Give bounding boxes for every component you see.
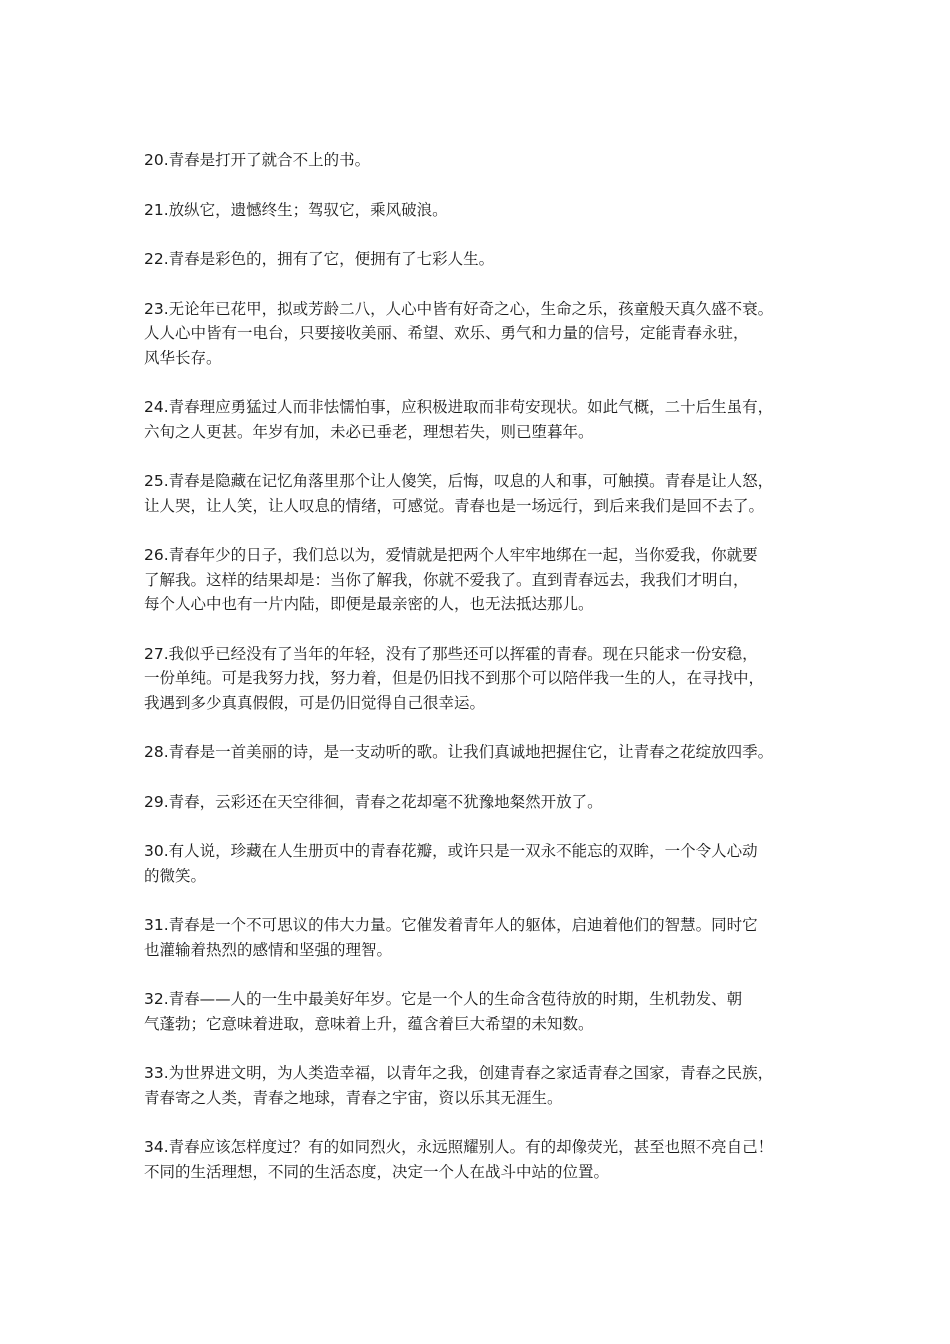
paragraph-line: 30.有人说，珍藏在人生册页中的青春花瓣，或许只是一双永不能忘的双眸，一个令人心动	[144, 842, 758, 860]
paragraph	[144, 740, 824, 765]
paragraph-line: 26.青春年少的日子，我们总以为，爱情就是把两个人牢牢地绑在一起，当你爱我，你就要	[144, 546, 758, 564]
paragraph-line: 不同的生活理想，不同的生活态度，决定一个人在战斗中站的位置。	[144, 1162, 610, 1181]
paragraph	[144, 395, 824, 444]
paragraph-line: 24.青春理应勇猛过人而非怯懦怕事，应积极进取而非苟安现状。如此气概，二十后生虽有，	[144, 398, 774, 416]
paragraph-line: 了解我。这样的结果却是：当你了解我，你就不爱我了。直到青春远去，我我们才明白，	[144, 570, 749, 589]
paragraph-line: 27.我似乎已经没有了当年的年轻，没有了那些还可以挥霍的青春。现在只能求一份安稳，	[144, 644, 758, 663]
paragraph-line: 青春寄之人类，青春之地球，青春之宇宙，资以乐其无涯生。	[144, 1088, 563, 1107]
paragraph	[144, 1061, 824, 1110]
paragraph-line: 每个人心中也有一片内陆，即便是最亲密的人，也无法抵达那儿。	[144, 595, 594, 613]
paragraph-line: 的微笑。	[144, 866, 207, 885]
paragraph-line: 22.青春是彩色的，拥有了它，便拥有了七彩人生。	[144, 250, 495, 268]
paragraph-line: 33.为世界进文明，为人类造幸福，以青年之我，创建青春之家适青春之国家，青春之民族，	[144, 1064, 774, 1082]
paragraph-line: 我遇到多少真真假假，可是仍旧觉得自己很幸运。	[144, 693, 486, 712]
paragraph-line: 25.青春是隐藏在记忆角落里那个让人傻笑，后悔，叹息的人和事，可触摸。青春是让人怒，	[144, 472, 774, 490]
paragraph	[144, 913, 824, 962]
paragraph-line: 32.青春——人的一生中最美好年岁。它是一个人的生命含苞待放的时期，生机勃发、朝	[144, 990, 743, 1008]
paragraph-line: 一份单纯。可是我努力找，努力着，但是仍旧找不到那个可以陪伴我一生的人，在寻找中，	[144, 669, 765, 687]
paragraph-line: 29.青春，云彩还在天空徘徊，青春之花却毫不犹豫地粲然开放了。	[144, 792, 603, 811]
paragraph	[144, 543, 824, 617]
paragraph-line: 23.无论年已花甲，拟或芳龄二八，人心中皆有好奇之心，生命之乐，孩童般天真久盛不衰。	[144, 299, 774, 318]
paragraph-line: 21.放纵它，遗憾终生；驾驭它，乘风破浪。	[144, 200, 448, 219]
paragraph-line: 人人心中皆有一电台，只要接收美丽、希望、欢乐、勇气和力量的信号，定能青春永驻，	[144, 324, 749, 342]
paragraph	[144, 148, 824, 173]
paragraph	[144, 790, 824, 815]
paragraph-line: 34.青春应该怎样度过？有的如同烈火，永远照耀别人。有的却像荧光，甚至也照不亮自己！	[144, 1138, 774, 1156]
paragraph	[144, 839, 824, 888]
document-page	[144, 148, 824, 1209]
paragraph	[144, 469, 824, 518]
paragraph	[144, 247, 824, 272]
paragraph-line: 28.青春是一首美丽的诗，是一支动听的歌。让我们真诚地把握住它，让青春之花绽放四季。	[144, 743, 774, 761]
paragraph-line: 20.青春是打开了就合不上的书。	[144, 151, 371, 169]
paragraph-line: 气蓬勃；它意味着进取，意味着上升，蕴含着巨大希望的未知数。	[144, 1014, 594, 1033]
paragraph	[144, 297, 824, 371]
paragraph-line: 六旬之人更甚。年岁有加，未必已垂老，理想若失，则已堕暮年。	[144, 422, 594, 441]
paragraph	[144, 198, 824, 223]
paragraph-line: 也灌输着热烈的感情和坚强的理智。	[144, 940, 393, 959]
paragraph-line: 31.青春是一个不可思议的伟大力量。它催发着青年人的躯体，启迪着他们的智慧。同时它	[144, 916, 758, 934]
paragraph	[144, 987, 824, 1036]
paragraph-list	[144, 148, 824, 1184]
paragraph	[144, 1135, 824, 1184]
paragraph	[144, 642, 824, 716]
paragraph-line: 让人哭，让人笑，让人叹息的情绪，可感觉。青春也是一场远行，到后来我们是回不去了。	[144, 496, 765, 515]
paragraph-line: 风华长存。	[144, 348, 222, 367]
